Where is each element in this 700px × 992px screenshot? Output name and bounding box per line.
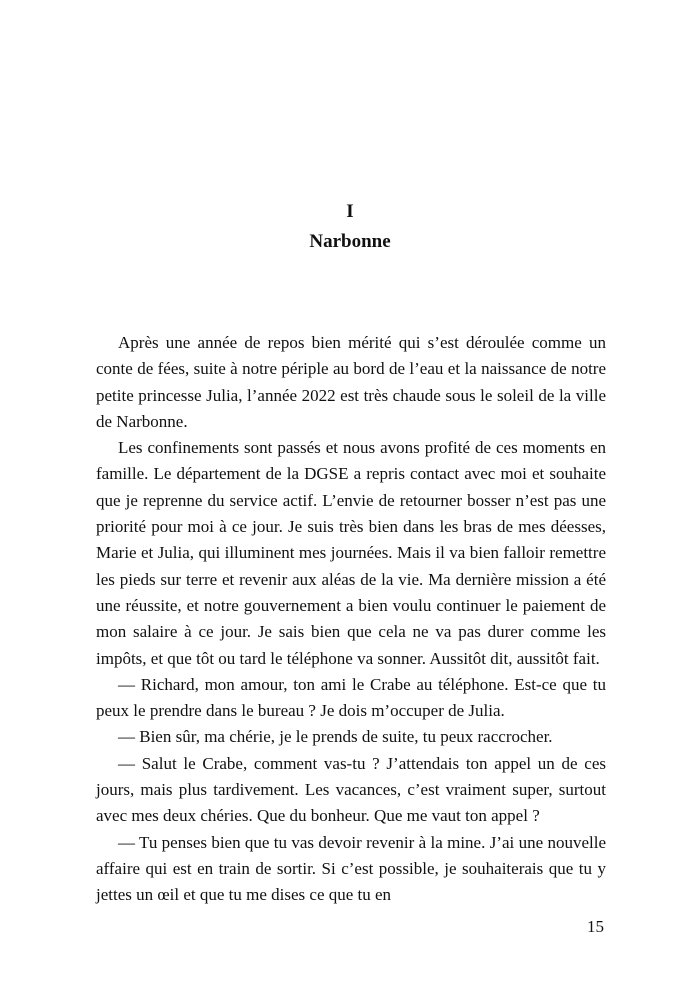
chapter-title: Narbonne: [309, 231, 391, 252]
paragraph: Les confinements sont passés et nous avons profité de ces moments en famille. Le département de la DGSE a repris contact avec moi et souhaite que je reprenne du service actif. L’envie de retourner bosser n’est pas une priorité pour moi à ce jour. Je suis très bien dans les bras de mes déesses, Marie et Julia, qui illuminent mes journées. Mais il va bien falloir remettre les pieds sur terre et revenir aux aléas de la vie. Ma dernière mission a été une réussite, et notre gouvernement a bien voulu continuer le paiement de mon salaire à ce jour. Je sais bien que cela ne va pas durer comme les impôts, et que tôt ou tard le téléphone va sonner. Aussitôt dit, aussitôt fait.: [96, 438, 606, 668]
paragraph: Après une année de repos bien mérité qui s’est déroulée comme un conte de fées, suite à notre périple au bord de l’eau et la naissance de notre petite princesse Julia, l’année 2022 est très chaude sous le soleil de la ville de Narbonne.: [96, 333, 606, 431]
page-number: 15: [587, 917, 604, 936]
paragraph: — Bien sûr, ma chérie, je le prends de suite, tu peux raccrocher.: [118, 727, 553, 747]
chapter-number: I: [346, 201, 354, 222]
paragraph: — Richard, mon amour, ton ami le Crabe au téléphone. Est-ce que tu peux le prendre dans le bureau ? Je dois m’occuper de Julia.: [96, 674, 606, 721]
paragraph: — Salut le Crabe, comment vas-tu ? J’attendais ton appel un de ces jours, mais plus tardivement. Les vacances, c’est vraiment super, surtout avec mes deux chéries. Que du bonheur. Que me vaut ton appel ?: [96, 753, 606, 826]
paragraph: — Tu penses bien que tu vas devoir revenir à la mine. J’ai une nouvelle affaire qui est en train de sortir. Si c’est possible, je souhaiterais que tu y jettes un œil et que tu me dises ce que tu en: [96, 832, 606, 905]
body-text: [96, 330, 606, 909]
